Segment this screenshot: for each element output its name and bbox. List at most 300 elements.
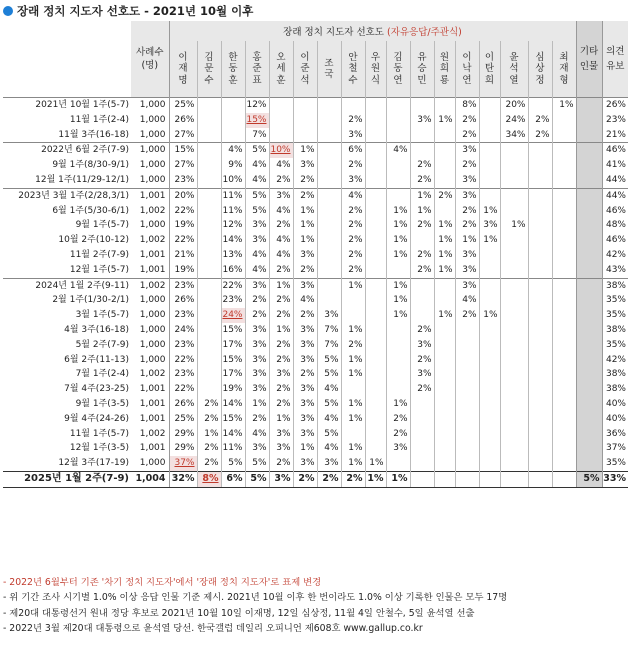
cell-other <box>576 293 602 308</box>
cell-이낙연: 8% <box>455 98 479 113</box>
cell-other <box>576 173 602 188</box>
cell-이준석: 3% <box>293 278 317 293</box>
cell-이낙연: 1% <box>455 233 479 248</box>
cell-조국 <box>317 128 341 143</box>
cell-이낙연: 2% <box>455 128 479 143</box>
cell-윤석열 <box>500 367 528 382</box>
cell-조국: 5% <box>317 367 341 382</box>
table-row <box>3 308 628 323</box>
cell-홍준표: 15% <box>245 113 269 128</box>
cell-김동연 <box>386 188 410 203</box>
cell-오세훈: 2% <box>269 293 293 308</box>
cell-김문수: 2% <box>197 441 221 456</box>
cell-홍준표: 3% <box>245 367 269 382</box>
row-label: 2023년 3월 1주(2/28,3/1) <box>3 188 131 203</box>
candidate-header: 김 문 수 <box>197 41 221 98</box>
cell-원희룡 <box>434 353 455 368</box>
row-label: 7월 4주(23-25) <box>64 384 129 395</box>
cell-김문수 <box>197 233 221 248</box>
row-label: 9월 1주(3-5) <box>75 398 129 409</box>
undecided-header: 의견 유보 <box>602 21 628 98</box>
cell-조국 <box>317 98 341 113</box>
cell-원희룡 <box>434 98 455 113</box>
cell-윤석열 <box>500 188 528 203</box>
cell-이준석: 2% <box>293 367 317 382</box>
cell-심상정: 2% <box>528 113 552 128</box>
cell-한동훈: 15% <box>221 412 245 427</box>
cell-최재형: 1% <box>552 98 576 113</box>
cell-우원식 <box>365 397 386 412</box>
cell-오세훈: 3% <box>269 188 293 203</box>
sample-size: 1,002 <box>139 428 166 439</box>
cell-undecided: 46% <box>602 233 628 248</box>
cell-원희룡 <box>434 158 455 173</box>
cell-김문수 <box>197 353 221 368</box>
row-label: 12월 1주(5-7) <box>69 264 129 275</box>
cell-조국: 7% <box>317 323 341 338</box>
row-label: 12월 1주(3-5) <box>69 443 129 454</box>
cell-undecided: 37% <box>602 441 628 456</box>
cell-other <box>576 143 602 158</box>
cell-이탄희 <box>479 441 500 456</box>
cell-김동연 <box>386 113 410 128</box>
table-row <box>3 441 628 456</box>
cell-홍준표: 2% <box>245 293 269 308</box>
cell-안철수: 1% <box>341 456 365 471</box>
cell-홍준표: 4% <box>245 158 269 173</box>
cell-김동연: 4% <box>386 143 410 158</box>
cell-김동연: 3% <box>386 441 410 456</box>
cell-조국 <box>317 218 341 233</box>
cell-other <box>576 308 602 323</box>
title-text: 장래 정치 지도자 선호도 - 2021년 10월 이후 <box>17 4 254 18</box>
cell-이낙연: 3% <box>455 263 479 278</box>
cell-윤석열 <box>500 412 528 427</box>
cell-홍준표: 3% <box>245 278 269 293</box>
table-row <box>3 382 628 397</box>
row-label: 6월 2주(11-13) <box>64 354 129 365</box>
cell-심상정 <box>528 98 552 113</box>
cell-오세훈: 3% <box>269 367 293 382</box>
cell-홍준표: 1% <box>245 397 269 412</box>
cell-윤석열 <box>500 338 528 353</box>
cell-undecided: 26% <box>602 98 628 113</box>
table-row <box>3 128 628 143</box>
cell-이준석: 3% <box>293 427 317 442</box>
cell-우원식 <box>365 382 386 397</box>
cell-undecided: 42% <box>602 353 628 368</box>
cell-김문수 <box>197 308 221 323</box>
cell-이준석: 3% <box>293 397 317 412</box>
cell-이준석: 2% <box>293 308 317 323</box>
cell-최재형 <box>552 353 576 368</box>
cell-이탄희 <box>479 412 500 427</box>
sample-size: 1,001 <box>139 413 166 424</box>
cell-이준석: 3% <box>293 412 317 427</box>
sample-size: 1,002 <box>139 369 166 380</box>
cell-우원식 <box>365 263 386 278</box>
row-label: 10월 2주(10-12) <box>58 235 129 246</box>
cell-유승민: 2% <box>410 173 434 188</box>
cell-이재명: 25% <box>169 412 197 427</box>
table-row <box>3 338 628 353</box>
cell-안철수 <box>341 427 365 442</box>
cell-한동훈: 17% <box>221 338 245 353</box>
cell-이준석 <box>293 128 317 143</box>
table-row <box>3 412 628 427</box>
cell-유승민: 3% <box>410 367 434 382</box>
cell-undecided: 38% <box>602 323 628 338</box>
cell-윤석열 <box>500 158 528 173</box>
cell-이준석: 2% <box>293 173 317 188</box>
cell-김동연 <box>386 323 410 338</box>
cell-김문수 <box>197 293 221 308</box>
cell-유승민 <box>410 143 434 158</box>
cell-유승민 <box>410 278 434 293</box>
cell-이낙연 <box>455 338 479 353</box>
cell-원희룡 <box>434 173 455 188</box>
sample-size: 1,000 <box>139 295 166 306</box>
cell-이재명: 25% <box>169 98 197 113</box>
cell-이탄희 <box>479 353 500 368</box>
cell-김문수: 2% <box>197 456 221 471</box>
cell-undecided: 44% <box>602 173 628 188</box>
cell-심상정 <box>528 367 552 382</box>
cell-이재명: 22% <box>169 233 197 248</box>
cell-이낙연: 3% <box>455 143 479 158</box>
cell-최재형 <box>552 412 576 427</box>
cell-김문수: 2% <box>197 412 221 427</box>
cell-조국: 7% <box>317 338 341 353</box>
cell-김동연: 1% <box>386 204 410 219</box>
cell-이재명: 19% <box>169 218 197 233</box>
cell-이준석: 4% <box>293 293 317 308</box>
cell-심상정 <box>528 441 552 456</box>
table-row <box>3 263 628 278</box>
cell-undecided: 48% <box>602 218 628 233</box>
cell-이탄희 <box>479 278 500 293</box>
table-row <box>3 367 628 382</box>
cell-김문수 <box>197 263 221 278</box>
cell-이준석: 3% <box>293 353 317 368</box>
cell-안철수: 1% <box>341 353 365 368</box>
cell-이재명: 26% <box>169 397 197 412</box>
cell-원희룡 <box>434 143 455 158</box>
cell-other <box>576 338 602 353</box>
cell-김동연: 1% <box>386 293 410 308</box>
cell-조국 <box>317 158 341 173</box>
cell-김동연: 1% <box>386 248 410 263</box>
cell-이탄희 <box>479 338 500 353</box>
cell-김문수: 1% <box>197 427 221 442</box>
cell-유승민: 2% <box>410 263 434 278</box>
latest-row <box>3 471 628 487</box>
row-label: 7월 1주(2-4) <box>75 369 129 380</box>
cell-other <box>576 323 602 338</box>
cell-원희룡 <box>434 278 455 293</box>
cell-이준석: 1% <box>293 204 317 219</box>
table-row <box>3 233 628 248</box>
sample-size: 1,000 <box>139 324 166 335</box>
cell-우원식 <box>365 233 386 248</box>
cell-유승민: 3% <box>410 113 434 128</box>
cell-오세훈 <box>269 98 293 113</box>
sample-size: 1,001 <box>139 398 166 409</box>
cell-우원식 <box>365 323 386 338</box>
candidate-header: 홍 준 표 <box>245 41 269 98</box>
cell-원희룡 <box>434 397 455 412</box>
cell-이재명: 24% <box>169 323 197 338</box>
cell-김문수: 8% <box>197 471 221 487</box>
sample-size: 1,000 <box>139 114 166 125</box>
cell-other <box>576 278 602 293</box>
cell-이낙연: 2% <box>455 113 479 128</box>
cell-오세훈: 2% <box>269 353 293 368</box>
row-label: 11월 1주(2-4) <box>69 114 129 125</box>
cell-원희룡 <box>434 441 455 456</box>
cell-김문수 <box>197 367 221 382</box>
cell-김문수 <box>197 128 221 143</box>
cell-김문수 <box>197 188 221 203</box>
cell-원희룡 <box>434 382 455 397</box>
cell-우원식 <box>365 188 386 203</box>
cell-undecided: 40% <box>602 397 628 412</box>
sample-size: 1,000 <box>139 160 166 171</box>
cell-오세훈: 1% <box>269 323 293 338</box>
sample-size: 1,004 <box>131 471 169 487</box>
cell-홍준표: 12% <box>245 98 269 113</box>
cell-한동훈: 9% <box>221 158 245 173</box>
cell-한동훈: 12% <box>221 218 245 233</box>
cell-이탄희 <box>479 323 500 338</box>
cell-other <box>576 456 602 471</box>
cell-우원식 <box>365 308 386 323</box>
cell-조국 <box>317 293 341 308</box>
cell-이준석: 3% <box>293 382 317 397</box>
cell-이탄희 <box>479 397 500 412</box>
cell-조국: 3% <box>317 308 341 323</box>
cell-이탄희 <box>479 143 500 158</box>
cell-조국: 2% <box>317 471 341 487</box>
cell-홍준표: 5% <box>245 456 269 471</box>
cell-김문수 <box>197 323 221 338</box>
candidate-header: 오 세 훈 <box>269 41 293 98</box>
cell-심상정 <box>528 278 552 293</box>
cell-김문수 <box>197 204 221 219</box>
cell-우원식 <box>365 204 386 219</box>
cell-원희룡 <box>434 293 455 308</box>
cell-이재명: 37% <box>169 456 197 471</box>
cell-유승민 <box>410 427 434 442</box>
cell-최재형 <box>552 441 576 456</box>
cell-undecided: 36% <box>602 427 628 442</box>
cell-심상정 <box>528 323 552 338</box>
cell-이낙연: 2% <box>455 218 479 233</box>
cell-김문수 <box>197 158 221 173</box>
row-label: 12월 1주(11/29-12/1) <box>35 174 129 185</box>
candidate-header: 이 준 석 <box>293 41 317 98</box>
sample-size: 1,000 <box>131 143 169 158</box>
cell-윤석열: 1% <box>500 218 528 233</box>
cell-이탄희 <box>479 263 500 278</box>
cell-이재명: 20% <box>169 188 197 203</box>
cell-other <box>576 113 602 128</box>
cell-윤석열 <box>500 323 528 338</box>
cell-윤석열 <box>500 456 528 471</box>
footnote: - 제20대 대통령선거 원내 정당 후보로 2021년 10월 10일 이재명, 12일 심상정, 11월 4일 안철수, 5일 윤석열 선출 <box>3 607 475 619</box>
cell-other <box>576 248 602 263</box>
cell-이낙연: 3% <box>455 248 479 263</box>
cell-우원식 <box>365 441 386 456</box>
cell-심상정 <box>528 204 552 219</box>
candidate-header: 이 탄 희 <box>479 41 500 98</box>
cell-이준석: 3% <box>293 338 317 353</box>
cell-김문수 <box>197 278 221 293</box>
cell-이재명: 29% <box>169 441 197 456</box>
candidate-header: 우 원 식 <box>365 41 386 98</box>
cell-원희룡: 1% <box>434 233 455 248</box>
cell-안철수: 1% <box>341 397 365 412</box>
cell-홍준표: 3% <box>245 233 269 248</box>
cell-김문수 <box>197 113 221 128</box>
sample-size: 1,001 <box>139 249 166 260</box>
cell-김동연: 1% <box>386 218 410 233</box>
cell-김동연 <box>386 367 410 382</box>
cell-심상정 <box>528 233 552 248</box>
cell-이낙연: 2% <box>455 204 479 219</box>
cell-이낙연 <box>455 367 479 382</box>
cell-안철수: 2% <box>341 113 365 128</box>
cell-이낙연 <box>455 471 479 487</box>
cell-심상정 <box>528 158 552 173</box>
row-label: 2024년 1월 2주(9-11) <box>3 278 131 293</box>
cell-한동훈: 4% <box>221 143 245 158</box>
cell-홍준표: 3% <box>245 382 269 397</box>
cell-오세훈: 4% <box>269 233 293 248</box>
cell-원희룡 <box>434 367 455 382</box>
cell-안철수: 6% <box>341 143 365 158</box>
cell-우원식 <box>365 158 386 173</box>
cell-안철수: 3% <box>341 128 365 143</box>
cell-김동연 <box>386 158 410 173</box>
cell-윤석열 <box>500 204 528 219</box>
cell-김동연 <box>386 128 410 143</box>
cell-이낙연 <box>455 412 479 427</box>
cell-이재명: 21% <box>169 248 197 263</box>
cell-김동연: 1% <box>386 397 410 412</box>
row-label-header <box>3 21 131 98</box>
cell-이재명: 22% <box>169 382 197 397</box>
cell-이재명: 23% <box>169 338 197 353</box>
cell-홍준표: 4% <box>245 427 269 442</box>
cell-유승민: 1% <box>410 204 434 219</box>
cell-오세훈: 3% <box>269 471 293 487</box>
cell-김동연 <box>386 173 410 188</box>
cell-조국 <box>317 173 341 188</box>
cell-심상정 <box>528 397 552 412</box>
cell-유승민 <box>410 98 434 113</box>
cell-김동연 <box>386 338 410 353</box>
cell-이낙연 <box>455 427 479 442</box>
cell-최재형 <box>552 308 576 323</box>
cell-이재명: 19% <box>169 263 197 278</box>
cell-홍준표: 7% <box>245 128 269 143</box>
table-row <box>3 188 628 203</box>
cell-최재형 <box>552 471 576 487</box>
cell-undecided: 35% <box>602 308 628 323</box>
cell-안철수: 2% <box>341 218 365 233</box>
cell-이탄희 <box>479 382 500 397</box>
row-label: 2021년 10월 1주(5-7) <box>3 98 131 113</box>
cell-윤석열 <box>500 427 528 442</box>
cell-undecided: 33% <box>602 471 628 487</box>
cell-오세훈 <box>269 128 293 143</box>
cell-심상정: 2% <box>528 128 552 143</box>
row-label: 12월 3주(17-19) <box>58 458 129 469</box>
cell-윤석열: 20% <box>500 98 528 113</box>
cell-한동훈: 14% <box>221 233 245 248</box>
sample-size: 1,000 <box>139 354 166 365</box>
table-row <box>3 353 628 368</box>
group-header-note: (자유응답/주관식) <box>387 27 462 38</box>
cell-이준석: 1% <box>293 143 317 158</box>
cell-최재형 <box>552 143 576 158</box>
cell-조국: 3% <box>317 456 341 471</box>
cell-우원식 <box>365 128 386 143</box>
cell-이낙연: 3% <box>455 188 479 203</box>
cell-이낙연: 3% <box>455 173 479 188</box>
cell-조국: 5% <box>317 397 341 412</box>
cell-other <box>576 427 602 442</box>
candidate-header: 한 동 훈 <box>221 41 245 98</box>
cell-조국 <box>317 263 341 278</box>
cell-한동훈: 19% <box>221 382 245 397</box>
cell-오세훈: 2% <box>269 456 293 471</box>
cell-other <box>576 353 602 368</box>
cell-이낙연 <box>455 441 479 456</box>
cell-other <box>576 263 602 278</box>
cell-최재형 <box>552 263 576 278</box>
cell-원희룡 <box>434 128 455 143</box>
cell-undecided: 35% <box>602 338 628 353</box>
cell-안철수: 4% <box>341 188 365 203</box>
cell-이준석 <box>293 98 317 113</box>
cell-김동연 <box>386 353 410 368</box>
table-row <box>3 218 628 233</box>
cell-원희룡: 1% <box>434 248 455 263</box>
footnotes <box>3 575 507 637</box>
cell-undecided: 21% <box>602 128 628 143</box>
cell-심상정 <box>528 248 552 263</box>
cell-유승민 <box>410 293 434 308</box>
cell-이낙연: 2% <box>455 308 479 323</box>
cell-한동훈: 14% <box>221 427 245 442</box>
cell-오세훈: 2% <box>269 382 293 397</box>
row-label: 9월 1주(5-7) <box>75 220 129 231</box>
cell-한동훈: 11% <box>221 441 245 456</box>
page-title <box>3 2 253 20</box>
cell-심상정 <box>528 308 552 323</box>
cell-한동훈: 15% <box>221 323 245 338</box>
table-row <box>3 427 628 442</box>
cell-이낙연 <box>455 323 479 338</box>
cell-윤석열 <box>500 382 528 397</box>
row-label: 5월 2주(7-9) <box>75 339 129 350</box>
cell-김문수 <box>197 218 221 233</box>
cell-이탄희: 1% <box>479 204 500 219</box>
sample-size: 1,000 <box>139 129 166 140</box>
cell-오세훈: 3% <box>269 441 293 456</box>
